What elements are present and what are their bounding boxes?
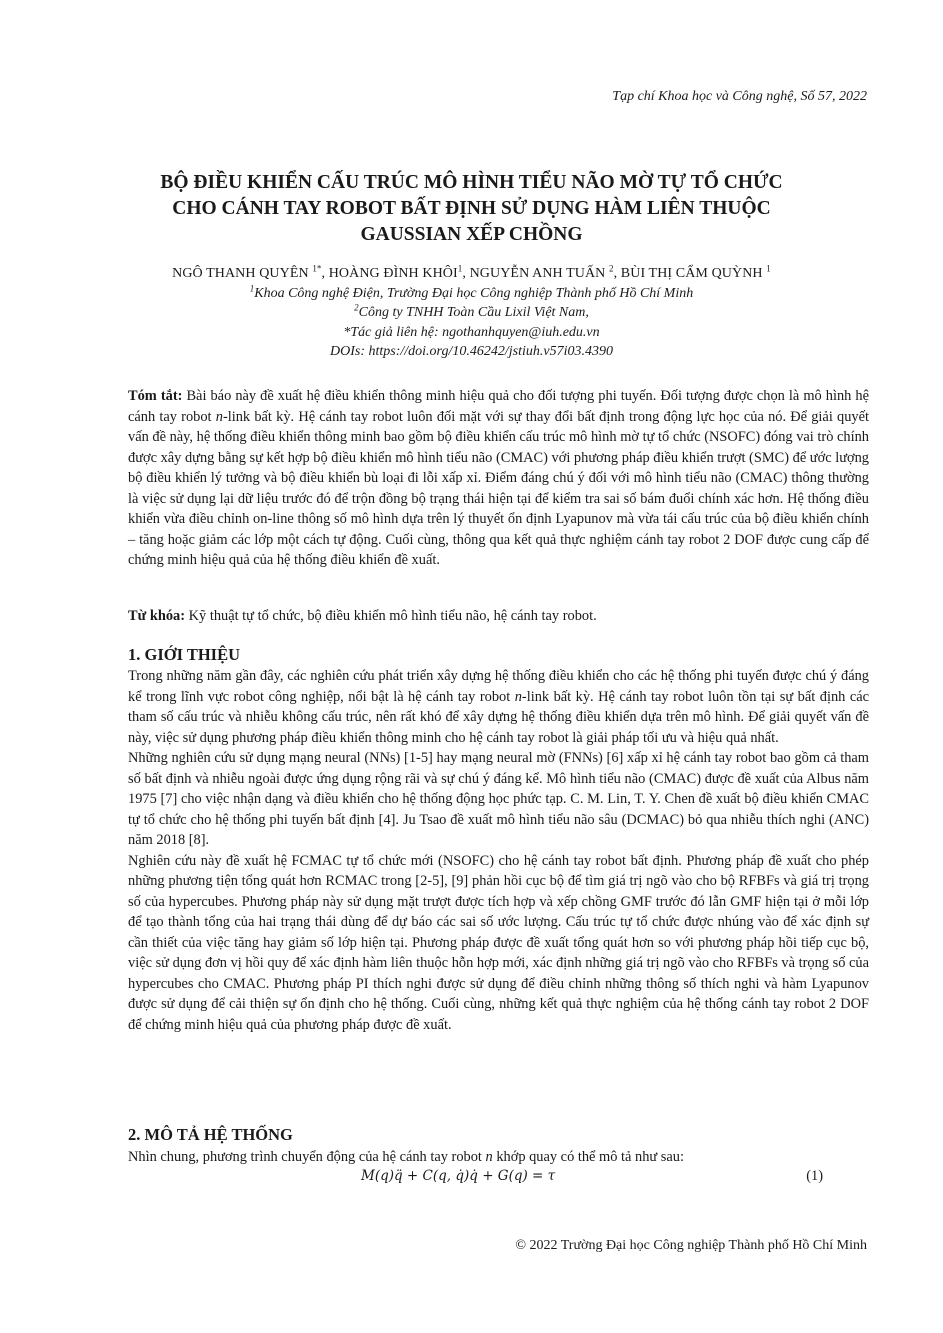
abstract bbox=[128, 386, 869, 571]
doi-link[interactable]: DOIs: https://doi.org/10.46242/jstiuh.v57i03.4390 bbox=[330, 344, 613, 359]
paragraph-text: Trong những năm gần đây, các nghiên cứu phát triển xây dựng hệ thống điều khiển cho các hệ thống phi tuyến được chú ý đáng kể trong lĩnh vực robot công nghiệp, nổi bật là hệ cánh tay robot bbox=[128, 668, 869, 705]
author-name: NGÔ THANH QUYÊN bbox=[172, 266, 309, 281]
paragraph bbox=[128, 666, 869, 748]
title-line: BỘ ĐIỀU KHIỂN CẤU TRÚC MÔ HÌNH TIỂU NÃO MỜ TỰ TỔ CHỨC bbox=[160, 172, 783, 193]
affiliation bbox=[100, 284, 843, 304]
affiliation-text: Công ty TNHH Toàn Cầu Lixil Việt Nam, bbox=[358, 305, 589, 320]
equation-number: (1) bbox=[806, 1168, 823, 1184]
author-affiliation-mark: 1 bbox=[457, 263, 463, 274]
abstract-variable: n bbox=[215, 408, 223, 425]
affiliation-text: Khoa Công nghệ Điện, Trường Đại học Công nghiệp Thành phố Hồ Chí Minh bbox=[254, 285, 694, 301]
journal-header: Tạp chí Khoa học và Công nghệ, Số 57, 2022 bbox=[612, 89, 867, 104]
author-affiliation-mark: 1 bbox=[766, 263, 771, 274]
abstract-label: Tóm tắt: bbox=[128, 388, 183, 404]
affiliation bbox=[100, 303, 843, 323]
section-heading: 2. MÔ TẢ HỆ THỐNG bbox=[128, 1125, 293, 1144]
author-name: BÙI THỊ CẨM QUỲNH bbox=[620, 266, 763, 281]
paragraph-variable: n bbox=[514, 688, 522, 705]
section-heading: 1. GIỚI THIỆU bbox=[128, 645, 241, 664]
keywords-label: Từ khóa: bbox=[128, 608, 186, 624]
section-body bbox=[128, 666, 869, 1035]
paragraph: Nghiên cứu này đề xuất hệ FCMAC tự tổ chức mới (NSOFC) cho hệ cánh tay robot bất định. Phương pháp đề xuất cho phép những phương tiện tổng quát hơn RCMAC trong [2-5], [9] phản hồi cục bộ để tìm giá trị ngõ vào cho bộ RFBFs và giá trị trọng số của hypercubes. Phương pháp này sử dụng mặt trượt được tích hợp và xếp chồng GMF trước đó lẫn GMF hiện tại ở mỗi lớp để tạo thành tổng của hai trạng thái dùng để dự báo các sai số ước lượng. Cấu trúc tự tổ chức được nhúng vào để xác định sự cần thiết của việc tăng hay giảm số lớp hiện tại. Phương pháp được đề xuất tổng quát hơn so với phương pháp hồi tiếp cục bộ, việc sử dụng đơn vị hồi quy để xác định hàm liên thuộc hỗn hợp mới, xác định những giá trị ngõ vào cho RFBFs và trọng số của hypercubes cho CMAC. Phương pháp PI thích nghi được sử dụng để điều chỉnh những thông số thích nghi và hàm Lyapunov được sử dụng để cải thiện sự ổn định cho hệ thống. Cuối cùng, những kết quả thực nghiệm của hệ thống cánh tay robot 2 DOF để chứng minh hiệu quả của phương pháp được đề xuất. bbox=[128, 852, 869, 1033]
keywords bbox=[128, 606, 869, 627]
page-footer: © 2022 Trường Đại học Công nghiệp Thành phố Hồ Chí Minh bbox=[515, 1238, 867, 1253]
author-name: NGUYỄN ANH TUẤN bbox=[469, 266, 606, 281]
author-list: NGÔ THANH QUYÊN $^{1*}$, HOÀNG ĐÌNH KHÔI$^1$, NGUYỄN ANH TUẤN $^2$, BÙI THỊ CẨM QUỲNH $^1$ bbox=[172, 263, 771, 281]
affiliation-mark: 2 bbox=[354, 302, 359, 313]
section-body bbox=[128, 1147, 869, 1168]
title-line: CHO CÁNH TAY ROBOT BẤT ĐỊNH SỬ DỤNG HÀM LIÊN THUỘC bbox=[172, 198, 771, 219]
equation-expression: M(q)q̈ + C(q, q̇)q̇ + G(q) = τ bbox=[361, 1168, 556, 1184]
author-affiliation-mark: 1* bbox=[312, 263, 322, 274]
paragraph: Những nghiên cứu sử dụng mạng neural (NNs) [1-5] hay mạng neural mờ (FNNs) [6] xấp xỉ hệ cánh tay robot bao gồm cả tham số bất định và nhiễu ngoài được ứng dụng rộng rãi và sự chú ý đáng kể. Mô hình tiểu não (CMAC) được đề xuất của Albus năm 1975 [7] cho việc nhận dạng và điều khiển cho hệ thống động học phức tạp. C. M. Lin, T. Y. Chen đề xuất bộ điều khiển CMAC tự tổ chức cho hệ thống phi tuyến bất định [4]. Ju Tsao đề xuất mô hình tiểu não sâu (DCMAC) bỏ qua nhiễu thích nghi (ANC) năm 2018 [8]. bbox=[128, 750, 869, 848]
paragraph bbox=[128, 1147, 869, 1168]
author-affiliation-mark: 2 bbox=[608, 263, 614, 274]
paragraph-text: khớp quay có thể mô tả như sau: bbox=[492, 1149, 684, 1165]
paragraph-text: -link bất kỳ. Hệ cánh tay robot luôn tồn tại sự bất định các tham số cấu trúc và nhiễu không cấu trúc, nên rất khó để xây dựng hệ thống điều khiển dựa trên mô hình. Để giải quyết vấn đề này, việc sử dụng phương pháp điều khiển thông minh cho hệ cánh tay robot là giải pháp tối ưu và hiệu quả nhất. bbox=[128, 688, 869, 746]
title-line: GAUSSIAN XẾP CHỒNG bbox=[360, 224, 583, 245]
paper-meta bbox=[100, 264, 843, 362]
abstract-text: Bài báo này đề xuất hệ điều khiển thông minh hiệu quả cho đối tượng phi tuyến. Đối tượng được chọn là mô hình hệ cánh tay robot bbox=[128, 388, 869, 425]
equation bbox=[128, 1168, 869, 1189]
author-name: HOÀNG ĐÌNH KHÔI bbox=[328, 266, 458, 281]
affiliation-mark: 1 bbox=[249, 282, 255, 293]
corresponding-author: *Tác giả liên hệ: ngothanhquyen@iuh.edu.vn bbox=[343, 324, 600, 340]
paper-title bbox=[100, 170, 843, 248]
abstract-text: -link bất kỳ. Hệ cánh tay robot luôn đối mặt với sự thay đổi bất định trong động lực học của nó. Để giải quyết vấn đề này, hệ thống điều khiển thông minh bao gồm bộ điều khiển cấu trúc mô hình mờ tự tổ chức (NSOFC) đóng vai trò chính được xây dựng bằng sự kết hợp bộ điều khiển mô hình tiểu não (CMAC) với phương pháp điều khiển trượt (SMC) để ước lượng bộ điều khiển lý tưởng và bộ điều khiển bù loại đi lỗi xấp xỉ. Điểm đáng chú ý đối với mô hình tiểu não (CMAC) thông thường là việc sử dụng lại dữ liệu trước đó để trộn đồng bộ trạng thái hiện tại để kiểm tra sai số bám đuổi chính xác hơn. Hệ thống điều khiển vừa điều chỉnh on-line thông số mô hình dựa trên lý thuyết ổn định Lyapunov mà vừa tái cấu trúc của bộ điều khiển chính – tăng hoặc giảm các lớp một cách tự động. Cuối cùng, thông qua kết quả thực nghiệm cánh tay robot 2 DOF được cung cấp để chứng minh hiệu quả của hệ thống điều khiển đề xuất. bbox=[128, 408, 869, 568]
paragraph-text: Nhìn chung, phương trình chuyển động của hệ cánh tay robot bbox=[128, 1149, 486, 1165]
keywords-text: Kỹ thuật tự tổ chức, bộ điều khiển mô hình tiểu não, hệ cánh tay robot. bbox=[185, 608, 597, 624]
paragraph-variable: n bbox=[485, 1149, 493, 1165]
